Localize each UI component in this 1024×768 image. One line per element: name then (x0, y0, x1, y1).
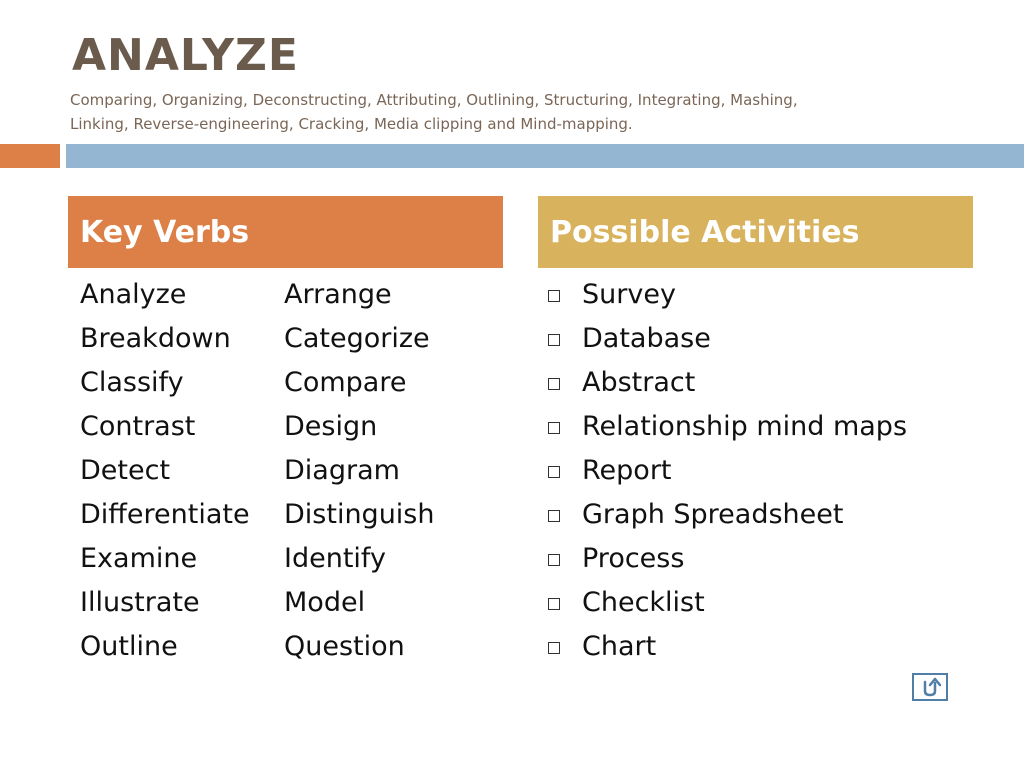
square-bullet-icon (548, 466, 560, 478)
slide-title: ANALYZE (72, 30, 299, 81)
key-verbs-header-label: Key Verbs (80, 214, 250, 250)
square-bullet-icon (548, 510, 560, 522)
activity-item (548, 449, 907, 493)
possible-activities-list (548, 273, 907, 669)
verb-item: Analyze (80, 279, 187, 310)
square-bullet-icon (548, 554, 560, 566)
activity-item (548, 361, 907, 405)
square-bullet-icon (548, 598, 560, 610)
activity-label: Abstract (582, 367, 696, 398)
verb-item: Differentiate (80, 499, 250, 530)
verb-item: Illustrate (80, 587, 200, 618)
key-verbs-column-1 (80, 273, 250, 669)
verb-item: Arrange (284, 279, 392, 310)
activity-label: Checklist (582, 587, 705, 618)
activity-item (548, 493, 907, 537)
activity-item (548, 317, 907, 361)
activity-label: Chart (582, 631, 657, 662)
activity-item (548, 273, 907, 317)
activity-item (548, 537, 907, 581)
activity-item (548, 625, 907, 669)
key-verbs-column-2 (284, 273, 435, 669)
return-arrow-icon (917, 676, 943, 698)
activity-label: Relationship mind maps (582, 411, 908, 442)
activity-label: Process (582, 543, 685, 574)
verb-item: Design (284, 411, 378, 442)
square-bullet-icon (548, 334, 560, 346)
square-bullet-icon (548, 378, 560, 390)
accent-bar-blue (66, 144, 1024, 168)
square-bullet-icon (548, 642, 560, 654)
return-button[interactable] (912, 673, 948, 701)
activity-label: Survey (582, 279, 676, 310)
square-bullet-icon (548, 422, 560, 434)
square-bullet-icon (548, 290, 560, 302)
verb-item: Model (284, 587, 366, 618)
verb-item: Categorize (284, 323, 430, 354)
possible-activities-header (538, 196, 973, 268)
possible-activities-header-label: Possible Activities (550, 214, 860, 250)
verb-item: Compare (284, 367, 407, 398)
verb-item: Question (284, 631, 405, 662)
verb-item: Breakdown (80, 323, 231, 354)
verb-item: Outline (80, 631, 178, 662)
verb-item: Contrast (80, 411, 196, 442)
activity-label: Database (582, 323, 711, 354)
verb-item: Detect (80, 455, 171, 486)
activity-label: Graph Spreadsheet (582, 499, 844, 530)
activity-item (548, 581, 907, 625)
verb-item: Classify (80, 367, 184, 398)
accent-bar-orange (0, 144, 60, 168)
verb-item: Examine (80, 543, 198, 574)
activity-item (548, 405, 907, 449)
verb-item: Distinguish (284, 499, 435, 530)
verb-item: Identify (284, 543, 386, 574)
verb-item: Diagram (284, 455, 400, 486)
activity-label: Report (582, 455, 672, 486)
slide-subtitle: Comparing, Organizing, Deconstructing, Attributing, Outlining, Structuring, Integrating, Mashing, Linking, Reverse-engineering, Cracking, Media clipping and Mind-mapping. (70, 91, 798, 133)
key-verbs-header (68, 196, 503, 268)
